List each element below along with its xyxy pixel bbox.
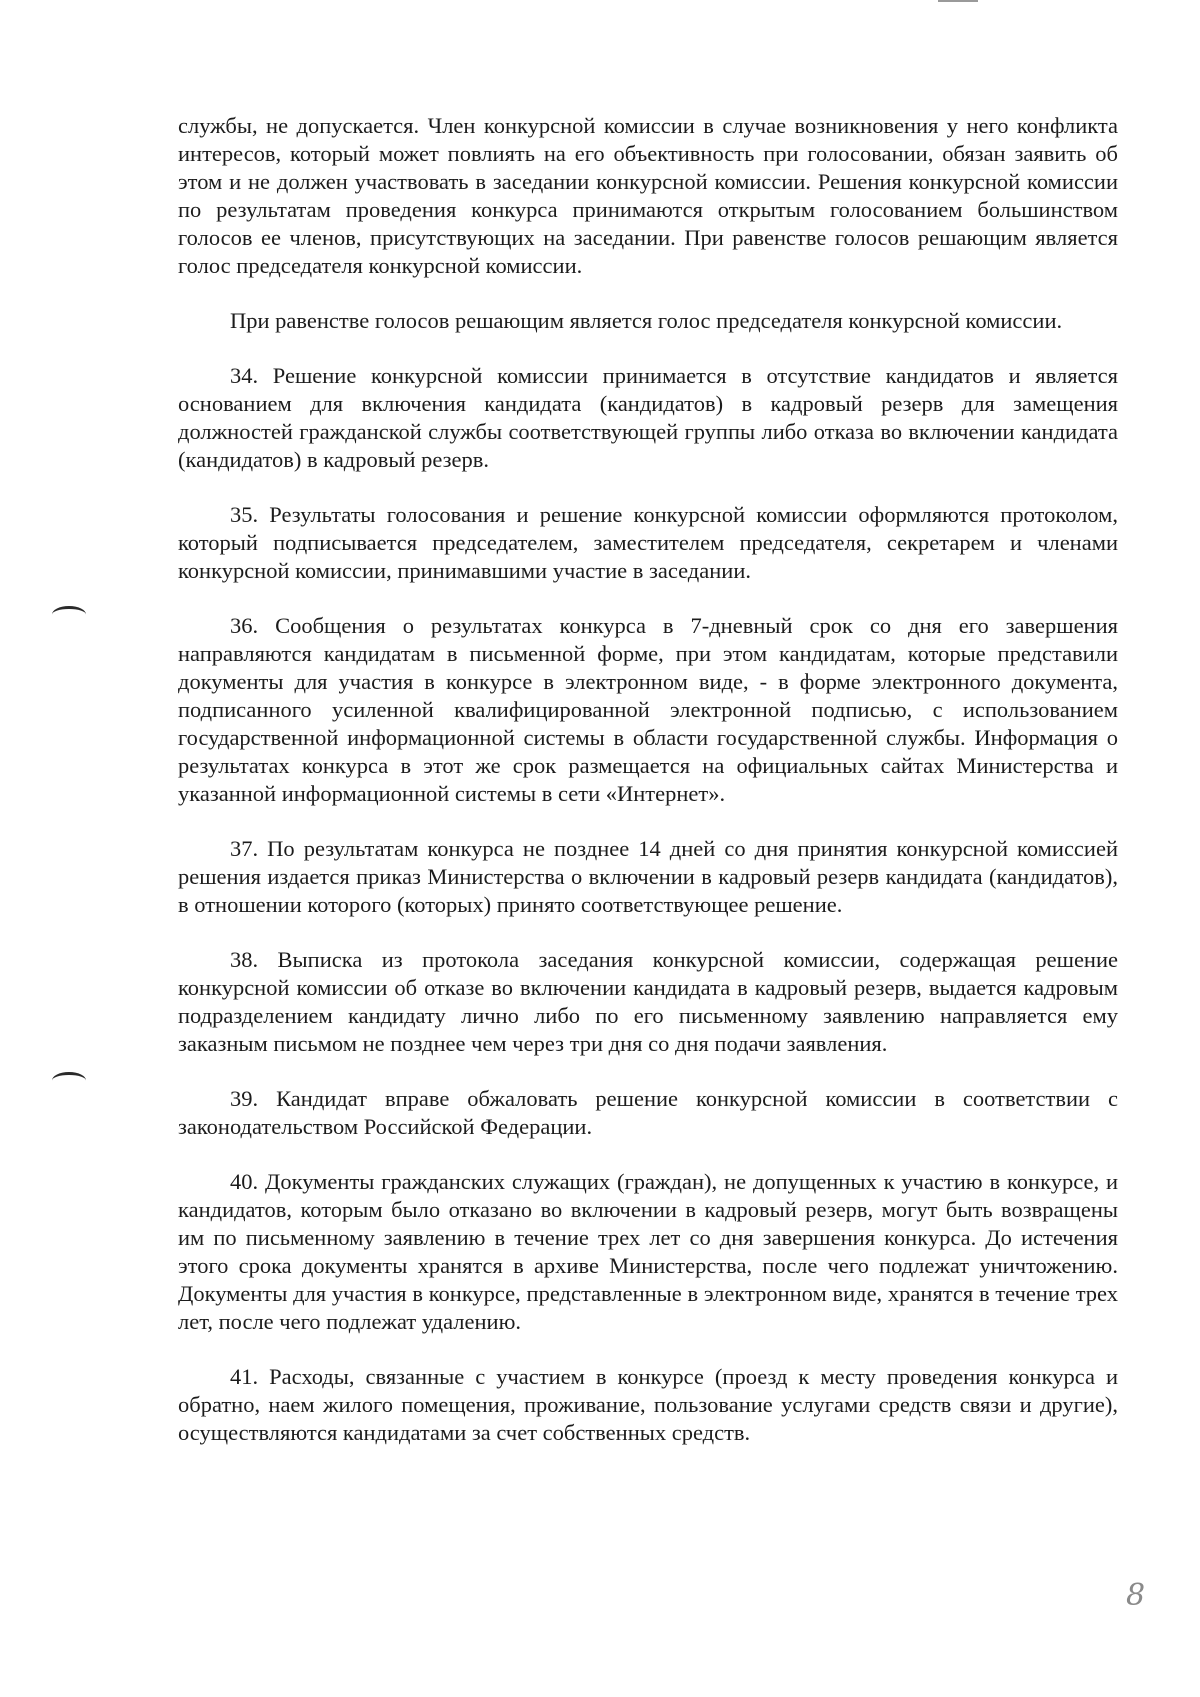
paragraph-39: 39. Кандидат вправе обжаловать решение конкурсной комиссии в соответствии с законодательством Российской Федерации. <box>178 1086 1118 1139</box>
binder-hole-mark-bottom <box>52 1072 86 1089</box>
paragraph-38: 38. Выписка из протокола заседания конкурсной комиссии, содержащая решение конкурсной комиссии об отказе во включении кандидата в кадровый резерв, выдается кадровым подразделением кандидату лично либо по его письменному заявлению направляется ему заказным письмом не позднее чем через три дня со дня подачи заявления. <box>178 947 1118 1056</box>
binder-hole-mark-top <box>52 606 86 623</box>
paragraph-40: 40. Документы гражданских служащих (граждан), не допущенных к участию в конкурсе, и кандидатов, которым было отказано во включении в кадровый резерв, могут быть возвращены им по письменному заявлению в течение трех лет со дня завершения конкурса. До истечения этого срока документы хранятся в архиве Министерства, после чего подлежат уничтожению. Документы для участия в конкурсе, представленные в электронном виде, хранятся в течение трех лет, после чего подлежат удалению. <box>178 1169 1118 1334</box>
handwritten-page-number: 8 <box>1126 1578 1146 1613</box>
paragraph-35: 35. Результаты голосования и решение конкурсной комиссии оформляются протоколом, который подписывается председателем, заместителем председателя, секретарем и членами конкурсной комиссии, принимавшими участие в заседании. <box>178 502 1118 583</box>
scan-edge-line <box>938 0 978 2</box>
paragraph-continuation: службы, не допускается. Член конкурсной комиссии в случае возникновения у него конфликта интересов, который может повлиять на его объективность при голосовании, обязан заявить об этом и не должен участвовать в заседании конкурсной комиссии. Решения конкурсной комиссии по результатам проведения конкурса принимаются открытым голосованием большинством голосов ее членов, присутствующих на заседании. При равенстве голосов решающим является голос председателя конкурсной комиссии. <box>178 113 1118 278</box>
paragraph-36: 36. Сообщения о результатах конкурса в 7-дневный срок со дня его завершения направляются кандидатам в письменной форме, при этом кандидатам, которые представили документы для участия в конкурсе в электронном виде, - в форме электронного документа, подписанного усиленной квалифицированной электронной подписью, с использованием государственной информационной системы в области государственной службы. Информация о результатах конкурса в этот же срок размещается на официальных сайтах Министерства и указанной информационной системы в сети «Интернет». <box>178 613 1118 806</box>
paragraph-tie-vote: При равенстве голосов решающим является голос председателя конкурсной комиссии. <box>230 308 1063 333</box>
paragraph-37: 37. По результатам конкурса не позднее 14 дней со дня принятия конкурсной комиссией решения издается приказ Министерства о включении в кадровый резерв кандидата (кандидатов), в отношении которого (которых) принято соответствующее решение. <box>178 836 1118 917</box>
paragraph-41: 41. Расходы, связанные с участием в конкурсе (проезд к месту проведения конкурса и обратно, наем жилого помещения, проживание, пользование услугами средств связи и другие), осуществляются кандидатами за счет собственных средств. <box>178 1364 1118 1445</box>
paragraph-34: 34. Решение конкурсной комиссии принимается в отсутствие кандидатов и является основанием для включения кандидата (кандидатов) в кадровый резерв для замещения должностей гражданской службы соответствующей группы либо отказа во включении кандидата (кандидатов) в кадровый резерв. <box>178 363 1118 472</box>
document-body <box>178 112 1118 1474</box>
